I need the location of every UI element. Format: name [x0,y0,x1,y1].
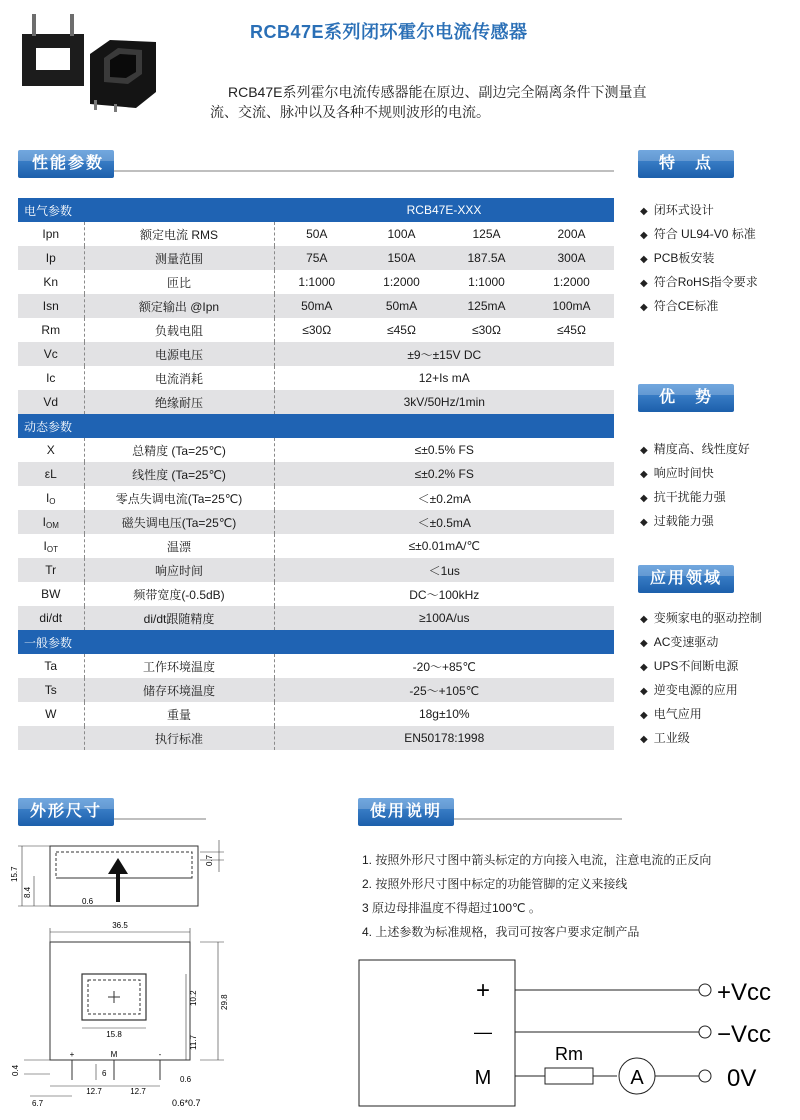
param-symbol-sub: OT [46,544,58,554]
param-symbol [18,366,84,390]
label-vcc-neg: −Vcc [717,1021,772,1048]
param-name: di/dt跟随精度 [84,606,274,630]
section-divider [114,818,206,820]
dim-pin-offset: 11.7 [189,1035,198,1050]
dim-top-right: 0.7 [205,854,214,866]
param-name: 频带宽度(-0.5dB) [84,582,274,606]
param-symbol-text: Isn [42,299,59,313]
param-symbol [18,582,84,606]
table-row [18,678,614,702]
param-symbol [18,654,84,678]
param-symbol-text: Ip [45,251,56,265]
param-symbol [18,726,84,750]
param-symbol-text: I [45,490,50,505]
front-view-body [50,942,190,1060]
param-symbol [18,606,84,630]
table-row [18,726,614,750]
application-item: ◆ 工业级 [640,726,762,750]
param-symbol-text: Ts [44,683,57,697]
section-performance: 性能参数 [18,150,114,178]
pin-minus-label: - [158,1050,162,1059]
param-symbol [18,246,84,270]
dim-pin-size: 0.6*0.7 [172,1098,201,1108]
param-value: 3kV/50Hz/1min [274,390,614,414]
wiring-diagram [355,950,795,1110]
table-row [18,390,614,414]
param-name: 线性度 (Ta=25℃) [84,462,274,486]
param-name: 响应时间 [84,558,274,582]
param-value: 100mA [529,294,614,318]
usage-item: 4. 上述参数为标准规格，我司可按客户要求定制产品 [362,925,640,939]
param-symbol [18,390,84,414]
terminal-vcc-pos [699,984,711,996]
dim-pitch-left: 12.7 [86,1087,102,1096]
param-value: EN50178:1998 [274,726,614,750]
param-symbol-sub: OM [45,520,59,530]
dim-window-height: 10.2 [189,990,198,1006]
section-features: 特 点 [638,150,734,178]
param-symbol-text: BW [41,587,61,601]
section-dimensions: 外形尺寸 [18,798,114,826]
param-name: 工作环境温度 [84,654,274,678]
advantage-item: ◆ 过载能力强 [640,509,750,533]
param-name: 重量 [84,702,274,726]
param-symbol-text: εL [44,467,57,481]
param-value: -20～+85℃ [274,654,614,678]
application-item: ◆ 逆变电源的应用 [640,678,762,702]
pin-plus: + [475,977,491,1004]
param-symbol [18,462,84,486]
advantage-item: ◆ 抗干扰能力强 [640,485,750,509]
param-value: 12+Is mA [274,366,614,390]
usage-item: 1. 按照外形尺寸图中箭头标定的方向接入电流，注意电流的正反向 [362,853,712,867]
dim-edge: 6.7 [32,1099,44,1108]
param-symbol [18,270,84,294]
table-row [18,510,614,534]
param-value: ≤45Ω [359,318,444,342]
table-section-row [18,414,614,438]
param-name: 温漂 [84,534,274,558]
table-section-row [18,630,614,654]
advantage-item: ◆ 精度高、线性度好 [640,437,750,461]
param-value: 18g±10% [274,702,614,726]
table-section-fill [274,630,614,654]
param-name: 磁失调电压(Ta=25℃) [84,510,274,534]
table-row [18,342,614,366]
param-symbol-text: X [46,443,55,457]
product-photo [18,12,158,112]
param-symbol-text: Ta [44,659,58,673]
param-value: ≥100A/us [274,606,614,630]
param-value: ＜±0.5mA [274,510,614,534]
dim-pin: 0.6 [180,1075,192,1084]
dim-bottom: 0.4 [11,1064,20,1076]
label-zero: 0V [727,1065,757,1092]
spec-table [18,198,614,750]
dim-height: 29.8 [220,994,229,1010]
feature-item: ◆ PCB板安装 [640,246,758,270]
table-row [18,582,614,606]
table-row [18,558,614,582]
advantages-list [640,437,750,533]
section-usage: 使用说明 [358,798,454,826]
table-row [18,246,614,270]
param-symbol-text: W [45,707,57,721]
param-value: ≤±0.5% FS [274,438,614,462]
param-value: ≤±0.2% FS [274,462,614,486]
table-model-label: RCB47E-XXX [274,198,614,222]
param-name: 执行标准 [84,726,274,750]
param-value: ≤±0.01mA/℃ [274,534,614,558]
param-name: 总精度 (Ta=25℃) [84,438,274,462]
param-name: 匝比 [84,270,274,294]
param-symbol-text: di/dt [39,611,63,625]
param-value: 200A [529,222,614,246]
terminal-zero [699,1070,711,1082]
usage-item: 2. 按照外形尺寸图中标定的功能管脚的定义来接线 [362,877,628,891]
terminal-vcc-neg [699,1026,711,1038]
dim-top-height: 15.7 [10,866,19,882]
ammeter-label: A [630,1067,644,1089]
table-row [18,294,614,318]
table-row [18,462,614,486]
param-name: 额定输出 @Ipn [84,294,274,318]
dim-pitch-right: 12.7 [130,1087,146,1096]
param-symbol [18,510,84,534]
param-value: DC～100kHz [274,582,614,606]
current-arrow-icon [108,858,128,902]
param-symbol [18,438,84,462]
param-symbol-text: Vc [43,347,58,361]
param-symbol [18,222,84,246]
param-value: ±9～±15V DC [274,342,614,366]
param-value: 1:2000 [529,270,614,294]
param-value: 187.5A [444,246,529,270]
param-name: 电源电压 [84,342,274,366]
param-symbol-text: Vd [43,395,59,409]
table-row [18,606,614,630]
param-value: 50A [274,222,359,246]
resistor-label: Rm [555,1044,583,1064]
param-value: ＜1us [274,558,614,582]
feature-item: ◆ 符合 UL94-V0 标准 [640,222,758,246]
param-symbol-text: Kn [43,275,59,289]
param-symbol [18,294,84,318]
param-symbol [18,534,84,558]
features-list [640,198,758,318]
usage-item: 3 原边母排温度不得超过100℃ 。 [362,901,541,915]
param-value: 50mA [359,294,444,318]
param-name: 负载电阻 [84,318,274,342]
pin-plus-label: + [69,1050,75,1059]
param-value: 1:2000 [359,270,444,294]
pin-minus: — [474,1022,492,1042]
pin-m: M [474,1067,492,1089]
side-view-body [50,846,198,906]
param-symbol-text: I [42,514,46,529]
table-section-row [18,198,614,222]
table-row [18,222,614,246]
section-divider [114,170,614,172]
table-row [18,438,614,462]
table-row [18,654,614,678]
param-value: -25～+105℃ [274,678,614,702]
dim-window-width: 15.8 [106,1030,122,1039]
param-symbol-text: Ic [46,371,56,385]
param-value: ≤45Ω [529,318,614,342]
page-title: RCB47E系列闭环霍尔电流传感器 [250,22,528,42]
param-value: ＜±0.2mA [274,486,614,510]
table-row [18,318,614,342]
param-name: 额定电流 RMS [84,222,274,246]
application-item: ◆ AC变速驱动 [640,630,762,654]
param-symbol [18,318,84,342]
table-row [18,366,614,390]
param-value: 100A [359,222,444,246]
param-symbol-text: I [43,538,47,553]
param-name: 储存环境温度 [84,678,274,702]
application-item: ◆ 变频家电的驱动控制 [640,606,762,630]
table-row [18,534,614,558]
param-symbol [18,702,84,726]
param-value: ≤30Ω [274,318,359,342]
table-section-label: 一般参数 [18,630,274,654]
table-row [18,702,614,726]
param-symbol-text: Ipn [42,227,60,241]
param-name: 零点失调电流(Ta=25℃) [84,486,274,510]
param-value: 125A [444,222,529,246]
param-symbol-text: Tr [45,563,57,577]
dim-top-pin: 0.6 [82,897,94,906]
table-row [18,486,614,510]
param-symbol [18,342,84,366]
param-value: 300A [529,246,614,270]
feature-item: ◆ 闭环式设计 [640,198,758,222]
applications-list [640,606,762,750]
section-divider [454,818,622,820]
application-item: ◆ UPS不间断电源 [640,654,762,678]
table-section-fill [274,414,614,438]
param-value: ≤30Ω [444,318,529,342]
table-section-label: 电气参数 [18,198,274,222]
param-value: 1:1000 [274,270,359,294]
param-symbol [18,678,84,702]
dim-pin-gap: 6 [102,1069,107,1078]
param-value: 125mA [444,294,529,318]
label-vcc-pos: +Vcc [717,979,772,1006]
table-section-label: 动态参数 [18,414,274,438]
feature-item: ◆ 符合RoHS指令要求 [640,270,758,294]
resistor-rm [545,1068,593,1084]
param-value: 150A [359,246,444,270]
param-symbol [18,558,84,582]
dim-width: 36.5 [112,921,128,930]
param-symbol [18,486,84,510]
section-advantages: 优 势 [638,384,734,412]
param-name: 绝缘耐压 [84,390,274,414]
application-item: ◆ 电气应用 [640,702,762,726]
param-value: 75A [274,246,359,270]
param-value: 1:1000 [444,270,529,294]
table-row [18,270,614,294]
section-applications: 应用领域 [638,565,734,593]
param-symbol-sub: O [49,496,56,506]
pin-m-label: M [110,1050,118,1059]
feature-item: ◆ 符合CE标准 [640,294,758,318]
dimension-drawing [10,838,230,1110]
advantage-item: ◆ 响应时间快 [640,461,750,485]
param-name: 电流消耗 [84,366,274,390]
usage-list [362,848,711,944]
param-symbol-text: Rm [41,323,61,337]
param-name: 测量范围 [84,246,274,270]
sensor-back [90,40,156,112]
intro-text: RCB47E系列霍尔电流传感器能在原边、副边完全隔离条件下测量直流、交流、脉冲以及各种不规则波形的电流。 [210,84,647,120]
dim-top-inner: 8.4 [23,886,32,898]
param-value: 50mA [274,294,359,318]
sensor-front [22,14,84,86]
